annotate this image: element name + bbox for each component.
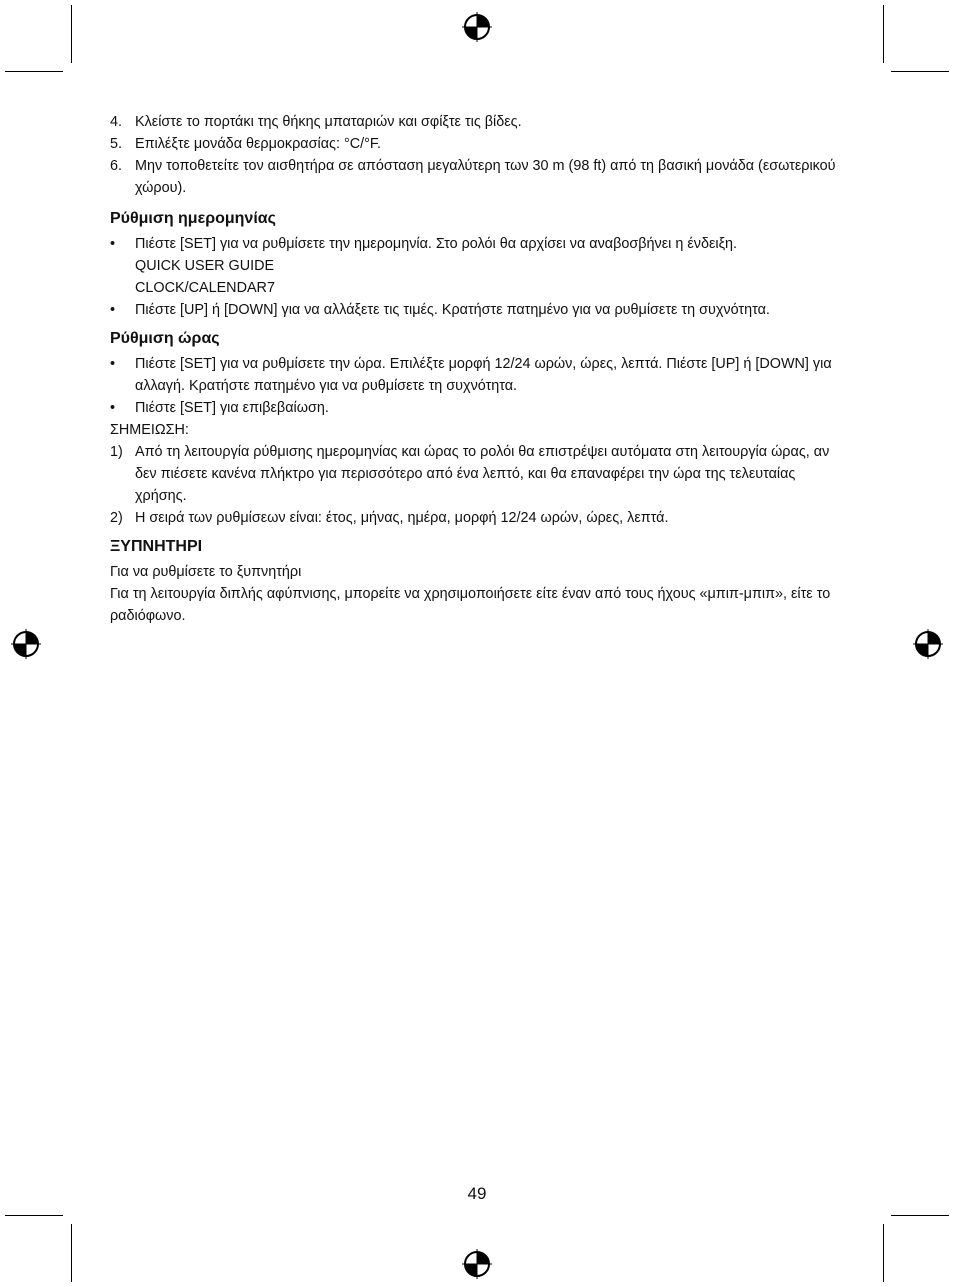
crop-mark	[883, 1224, 884, 1282]
registration-mark-icon	[461, 11, 493, 43]
model-line: QUICK USER GUIDE	[135, 258, 275, 274]
crop-mark	[891, 1215, 949, 1216]
registration-mark-icon	[461, 1248, 493, 1280]
crop-mark	[71, 1224, 72, 1282]
note-item	[110, 507, 850, 529]
list-item	[110, 111, 850, 133]
note-item	[110, 441, 850, 507]
section-heading-date: Ρύθμιση ημερομηνίας	[110, 210, 276, 227]
bullet-text: Πιέστε [UP] ή [DOWN] για να αλλάξετε τις τιμές. Κρατήστε πατημένο για να ρυθμίσετε τη συχνότητα.	[135, 302, 770, 318]
crop-mark	[883, 5, 884, 63]
note-marker: 1)	[110, 444, 123, 460]
note-text: Η σειρά των ρυθμίσεων είναι: έτος, μήνας, ημέρα, μορφή 12/24 ωρών, ώρες, λεπτά.	[135, 510, 669, 526]
crop-mark	[5, 71, 63, 72]
bullet-marker: •	[110, 236, 116, 252]
crop-mark	[891, 71, 949, 72]
bullet-marker: •	[110, 302, 116, 318]
bullet-item	[110, 397, 850, 419]
registration-mark-icon	[10, 628, 42, 660]
bullet-item	[110, 299, 850, 321]
bullet-text: Πιέστε [SET] για να ρυθμίσετε την ημερομηνία. Στο ρολόι θα αρχίσει να αναβοσβήνει η ένδειξη.	[135, 236, 738, 252]
note-marker: 2)	[110, 510, 123, 526]
note-text: Από τη λειτουργία ρύθμισης ημερομηνίας και ώρας το ρολόι θα επιστρέψει αυτόματα στη λειτουργία ώρας, αν δεν πιέσετε κανένα πλήκτρο για περισσότερο από ένα λεπτό, και θα επαναφέρει την ώρα της τελευταίας χρήσης.	[135, 444, 830, 504]
section-heading-alarm: ΞΥΠΝΗΤΗΡΙ	[110, 538, 203, 555]
section-heading-time: Ρύθμιση ώρας	[110, 330, 220, 347]
bullet-text: Πιέστε [SET] για επιβεβαίωση.	[135, 400, 329, 416]
list-item	[110, 133, 850, 155]
list-marker: 5.	[110, 136, 123, 152]
bullet-marker: •	[110, 400, 116, 416]
bullet-text: Πιέστε [SET] για να ρυθμίσετε την ώρα. Επιλέξτε μορφή 12/24 ωρών, ώρες, λεπτά. Πιέστε [UP] ή [DOWN] για αλλαγή. Κρατήστε πατημένο για να ρυθμίσετε τη συχνότητα.	[135, 356, 832, 394]
list-text: Επιλέξτε μονάδα θερμοκρασίας: °C/°F.	[135, 136, 382, 152]
bullet-item	[110, 233, 850, 255]
list-item	[110, 155, 850, 199]
bullet-marker: •	[110, 356, 116, 372]
paragraph: Για τη λειτουργία διπλής αφύπνισης, μπορείτε να χρησιμοποιήσετε είτε έναν από τους ήχους «μπιπ-μπιπ», είτε το ραδιόφωνο.	[110, 586, 831, 624]
bullet-item	[110, 353, 850, 397]
page-number: 49	[467, 1184, 487, 1203]
crop-mark	[5, 1215, 63, 1216]
registration-mark-icon	[912, 628, 944, 660]
note-label: ΣΗΜΕΙΩΣΗ:	[110, 422, 189, 438]
paragraph: Για να ρυθμίσετε το ξυπνητήρι	[110, 564, 302, 580]
page-content	[110, 111, 850, 627]
list-text: Μην τοποθετείτε τον αισθητήρα σε απόσταση μεγαλύτερη των 30 m (98 ft) από τη βασική μονάδα (εσωτερικού χώρου).	[135, 158, 836, 196]
list-text: Κλείστε το πορτάκι της θήκης μπαταριών και σφίξτε τις βίδες.	[135, 114, 522, 130]
crop-mark	[71, 5, 72, 63]
model-line: CLOCK/CALENDAR7	[135, 280, 275, 296]
list-marker: 4.	[110, 114, 123, 130]
list-marker: 6.	[110, 158, 123, 174]
